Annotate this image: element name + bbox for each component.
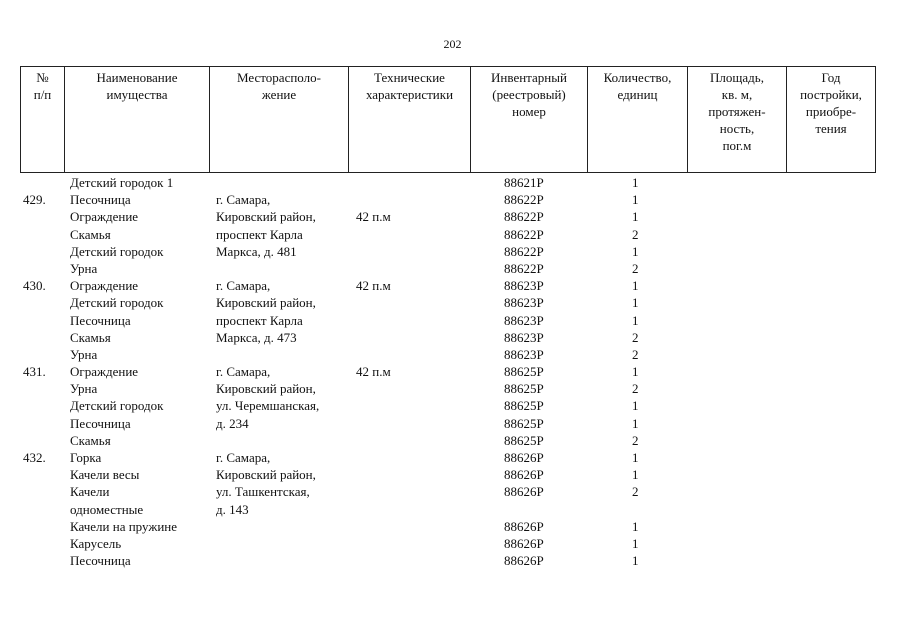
table-row [20,294,875,311]
row-location: д. 143 [216,501,249,517]
page-number: 202 [443,37,462,51]
table-row [20,226,875,243]
row-location: Маркса, д. 473 [216,329,297,345]
row-location: Маркса, д. 481 [216,243,297,259]
row-location: проспект Карла [216,312,303,328]
row-name: Детский городок [70,295,164,311]
header-number: № п/п [21,67,65,173]
header-name: Наименование имущества [65,67,210,173]
table-row [20,501,875,518]
row-quantity: 1 [632,535,639,551]
row-inventory: 88622Р [504,209,544,225]
row-technical: 42 п.м [356,364,391,380]
table-row [20,380,875,397]
header-technical: Технические характеристики [349,67,471,173]
row-quantity: 2 [632,381,639,397]
row-inventory: 88623Р [504,312,544,328]
row-name: Ограждение [70,209,139,225]
table-row [20,312,875,329]
row-quantity: 2 [632,260,639,276]
row-quantity: 1 [632,175,639,190]
row-number: 430. [23,278,46,294]
row-location: г. Самара, [216,450,271,465]
table-row [20,277,875,294]
row-location: Кировский район, [216,295,316,311]
row-inventory: 88623Р [504,278,544,294]
row-quantity: 2 [632,484,639,500]
row-quantity: 1 [632,415,639,431]
row-inventory: 88622Р [504,260,544,276]
row-number: 429. [23,192,46,208]
row-technical: 42 п.м [356,209,391,225]
row-name: Карусель [70,535,122,551]
row-inventory: 88622Р [504,226,544,242]
table-row [20,432,875,449]
row-quantity: 2 [632,432,639,448]
row-inventory: 88621Р [504,175,544,190]
row-name: Качели весы [70,467,140,483]
row-inventory: 88626Р [504,450,544,465]
row-name: Песочница [70,415,131,431]
header-year: Год постройки, приобре- тения [787,67,876,173]
row-location: ул. Ташкентская, [216,484,310,500]
row-name: Горка [70,450,102,465]
row-inventory: 88625Р [504,398,544,414]
row-inventory: 88625Р [504,381,544,397]
row-quantity: 2 [632,226,639,242]
header-inventory: Инвентарный (реестровый) номер [471,67,588,173]
row-name: Детский городок [70,398,164,414]
row-inventory: 88626Р [504,467,544,483]
row-inventory: 88625Р [504,364,544,380]
row-quantity: 1 [632,398,639,414]
row-name: одноместные [70,501,144,517]
row-location: Кировский район, [216,381,316,397]
header-location: Месторасполо- жение [210,67,349,173]
row-name: Скамья [70,329,111,345]
row-quantity: 1 [632,364,639,380]
table-header [20,66,876,173]
row-name: Песочница [70,192,131,208]
row-inventory: 88626Р [504,535,544,551]
row-name: Детский городок [70,243,164,259]
row-quantity: 1 [632,278,639,294]
row-name: Качели [70,484,110,500]
row-name: Качели на пружине [70,518,178,534]
row-inventory: 88622Р [504,243,544,259]
table-body [20,174,875,569]
table-row [20,363,875,380]
table-row [20,518,875,535]
table-row [20,483,875,500]
row-quantity: 1 [632,243,639,259]
row-inventory: 88622Р [504,192,544,208]
row-inventory: 88623Р [504,346,544,362]
row-quantity: 1 [632,553,639,569]
row-inventory: 88623Р [504,329,544,345]
row-name: Ограждение [70,364,139,380]
row-quantity: 1 [632,312,639,328]
row-inventory: 88625Р [504,432,544,448]
header-quantity: Количество, единиц [588,67,688,173]
row-location: г. Самара, [216,192,271,208]
row-location: Кировский район, [216,467,316,483]
row-quantity: 2 [632,329,639,345]
table-row [20,415,875,432]
row-quantity: 1 [632,467,639,483]
table-row [20,449,875,466]
row-name: Урна [70,381,98,397]
row-location: Кировский район, [216,209,316,225]
table-row [20,466,875,483]
row-location: д. 234 [216,415,249,431]
row-location: ул. Черемшанская, [216,398,320,414]
row-inventory: 88625Р [504,415,544,431]
table-row [20,535,875,552]
row-location: г. Самара, [216,278,271,294]
row-quantity: 1 [632,450,639,465]
row-location: г. Самара, [216,364,271,380]
row-location: проспект Карла [216,226,303,242]
row-quantity: 1 [632,295,639,311]
header-area: Площадь, кв. м, протяжен- ность, пог.м [688,67,787,173]
table-row [20,346,875,363]
row-name: Скамья [70,432,111,448]
row-name: Урна [70,260,98,276]
row-quantity: 1 [632,209,639,225]
row-quantity: 2 [632,346,639,362]
row-name: Ограждение [70,278,139,294]
row-name: Скамья [70,226,111,242]
row-inventory: 88626Р [504,553,544,569]
row-quantity: 1 [632,518,639,534]
row-name: Песочница [70,312,131,328]
table-row [20,260,875,277]
row-inventory: 88626Р [504,518,544,534]
table-row [20,329,875,346]
table-row [20,208,875,225]
table-row [20,191,875,208]
table-row [20,243,875,260]
row-name: Песочница [70,553,131,569]
row-name: Урна [70,346,98,362]
table-row [20,552,875,569]
row-inventory: 88623Р [504,295,544,311]
row-name: Детский городок 1 [70,175,174,190]
table-row [20,174,875,191]
row-technical: 42 п.м [356,278,391,294]
row-quantity: 1 [632,192,639,208]
row-number: 432. [23,450,46,465]
row-number: 431. [23,364,46,380]
table-row [20,397,875,414]
row-inventory: 88626Р [504,484,544,500]
